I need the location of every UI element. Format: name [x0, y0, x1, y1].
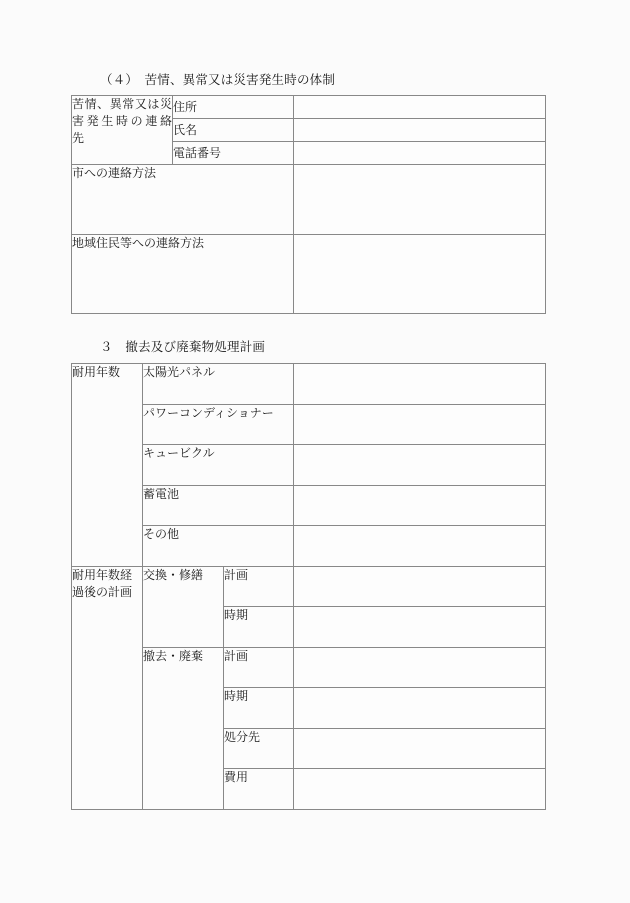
contact-value-phone[interactable] — [294, 142, 546, 165]
removal-disposal-item-timing: 時期 — [224, 688, 294, 729]
disposal-table — [71, 363, 546, 810]
table-row — [72, 364, 546, 405]
contact-group-label-line-1: 苦情、異常又は災 — [72, 97, 172, 111]
removal-disposal-item-cost: 費用 — [224, 769, 294, 810]
contact-value-city-notification-method[interactable] — [294, 165, 546, 235]
replace-repair-item-plan: 計画 — [224, 566, 294, 607]
removal-disposal-value-plan[interactable] — [294, 647, 546, 688]
durable-years-value-solar-panel[interactable] — [294, 364, 546, 405]
durable-years-item-solar-panel: 太陽光パネル — [143, 364, 294, 405]
table-row — [72, 445, 546, 486]
durable-years-value-power-conditioner[interactable] — [294, 404, 546, 445]
contact-value-address[interactable] — [294, 96, 546, 119]
table-row — [72, 96, 546, 119]
contact-value-resident-notification-method[interactable] — [294, 235, 546, 314]
section-4-heading: （４） 苦情、異常又は災害発生時の体制 — [100, 73, 336, 87]
removal-disposal-item-plan: 計画 — [224, 647, 294, 688]
durable-years-item-power-conditioner: パワーコンディショナー — [143, 404, 294, 445]
removal-disposal-value-timing[interactable] — [294, 688, 546, 729]
contact-label-address: 住所 — [173, 96, 294, 119]
table-row — [72, 485, 546, 526]
contact-group-label — [72, 96, 173, 165]
after-durable-years-label — [72, 566, 143, 809]
section-3-heading: ３ 撤去及び廃棄物処理計画 — [100, 340, 266, 354]
contact-value-name[interactable] — [294, 119, 546, 142]
durable-years-item-storage-battery: 蓄電池 — [143, 485, 294, 526]
removal-disposal-group-label: 撤去・廃棄 — [143, 647, 224, 809]
contact-group-label-line-3: 先 — [72, 131, 85, 145]
table-row — [72, 165, 546, 235]
contact-label-name: 氏名 — [173, 119, 294, 142]
replace-repair-item-timing: 時期 — [224, 607, 294, 648]
table-row — [72, 566, 546, 607]
durable-years-value-storage-battery[interactable] — [294, 485, 546, 526]
durable-years-item-other: その他 — [143, 526, 294, 567]
table-row — [72, 235, 546, 314]
contact-label-resident-notification-method: 地域住民等への連絡方法 — [72, 235, 294, 314]
after-durable-years-label-line-2: 過後の計画 — [72, 584, 133, 599]
replace-repair-value-plan[interactable] — [294, 566, 546, 607]
durable-years-item-cubicle: キュービクル — [143, 445, 294, 486]
contact-group-label-line-2: 害発生時の連絡 — [72, 114, 172, 128]
removal-disposal-item-destination: 処分先 — [224, 728, 294, 769]
contact-label-phone: 電話番号 — [173, 142, 294, 165]
durable-years-label: 耐用年数 — [72, 364, 143, 567]
table-row — [72, 404, 546, 445]
removal-disposal-value-destination[interactable] — [294, 728, 546, 769]
table-row — [72, 526, 546, 567]
replace-repair-value-timing[interactable] — [294, 607, 546, 648]
replace-repair-group-label: 交換・修繕 — [143, 566, 224, 647]
after-durable-years-label-line-1: 耐用年数経 — [72, 567, 133, 582]
table-row — [72, 647, 546, 688]
durable-years-value-other[interactable] — [294, 526, 546, 567]
contact-label-city-notification-method: 市への連絡方法 — [72, 165, 294, 235]
contact-table — [71, 95, 546, 314]
removal-disposal-value-cost[interactable] — [294, 769, 546, 810]
durable-years-value-cubicle[interactable] — [294, 445, 546, 486]
